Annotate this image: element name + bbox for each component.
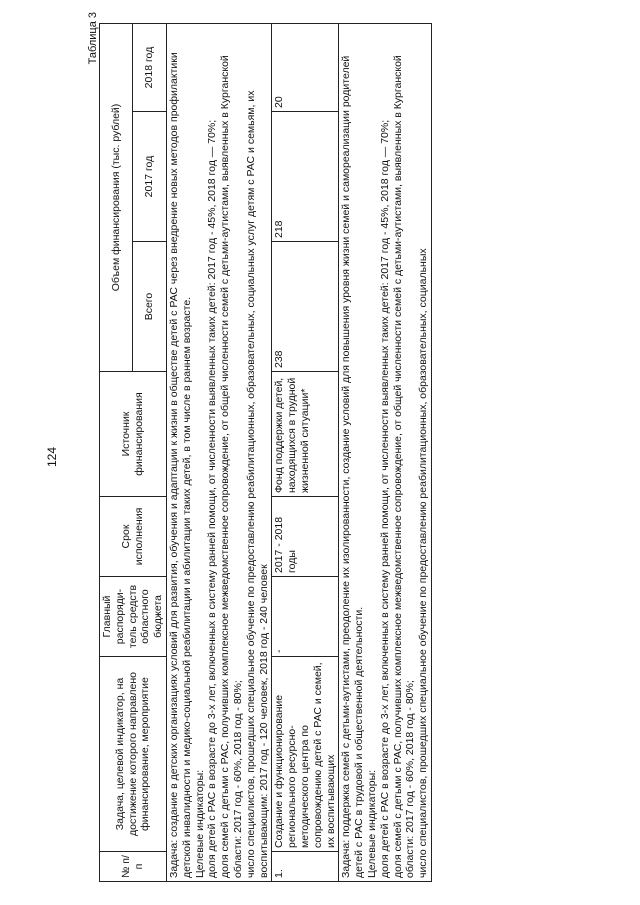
header-volume: Объем финансирования (тыс. рублей): [100, 24, 133, 372]
header-total: Всего: [133, 242, 167, 372]
task-2-indicator-3: число специалистов, прошедших специальное обучение по предоставлению реабилитационных, образовательных, социальных: [417, 248, 430, 878]
header-manager: Главный распоряди-тель средств областного бюджета: [100, 577, 167, 657]
header-source: Источник финансирования: [100, 372, 167, 497]
row-1-measure: Создание и функционирование регионального ресурсно-методического центра по сопровождению детей с РАС и семей, их воспитывающих: [272, 657, 339, 852]
task-row-2: [339, 24, 432, 882]
task-1-indicators-label: Целевые индикаторы:: [193, 769, 206, 878]
header-task: Задача, целевой индикатор, на достижение которого направлено финансирование, мероприятие: [100, 657, 167, 852]
header-row: [100, 24, 133, 882]
row-1-term: 2017 - 2018 годы: [272, 497, 339, 577]
row-1-num: 1.: [272, 852, 339, 882]
task-cell-1: [166, 24, 271, 882]
header-2018: 2018 год: [133, 24, 167, 112]
task-1-indicator-2: доля семей с детьми с РАС, получивших комплексное межведомственное сопровождение, от общей численности семей с детьми-аутистами, выявленных в Курганской области: 2017 год - 60%, 2018 год - 80%;: [219, 55, 244, 878]
task-2-text: Задача: поддержка семей с детьми-аутистами, преодоление их изолированности, создание условий для повышения уровня жизни семей и самореализации родителей детей с РАС в трудовой и общественной деятельности.: [340, 55, 366, 878]
rotated-page: [45, 12, 605, 882]
header-term: Срок исполнения: [100, 497, 167, 577]
task-2-indicators-label: Целевые индикаторы:: [365, 769, 378, 878]
task-2-indicator-2: доля семей с детьми с РАС, получивших комплексное межведомственное сопровождение, от общей численности семей с детьми-аутистами, выявленных в Курганской области: 2017 год - 60%, 2018 год - 80%;: [391, 55, 417, 878]
task-1-text: Задача: создание в детских организациях условий для развития, обучения и адаптации к жизни в обществе детей с РАС через внедрение новых методов профилактики детской инвалидности и медико-социальной реабилитации и абилитации таких детей, в том числе в раннем возрасте.: [167, 52, 193, 878]
row-1-2017: 218: [272, 112, 339, 242]
row-1-2018: 20: [272, 24, 339, 112]
task-2-indicator-1: доля детей с РАС в возрасте до 3-х лет, включенных в систему ранней помощи, от численности выявленных таких детей: 2017 год - 45%, 2018 год — 70%;: [378, 119, 391, 878]
row-1-total: 238: [272, 242, 339, 372]
task-1-indicator-1: доля детей с РАС в возрасте до 3-х лет, включенных в систему ранней помощи, от численности выявленных таких детей: 2017 год - 45%, 2018 год — 70%;: [206, 119, 219, 878]
table-label: Таблица 3: [87, 12, 99, 65]
header-num: № п/п: [100, 852, 167, 882]
table-row: [272, 24, 339, 882]
task-1-indicator-3: число специалистов, прошедших специальное обучение по предоставлению реабилитационных, образовательных, социальных услуг детям с РАС и семьям, их воспитывающим: 2017 год - 120 человек, 2018 год - 240 человек: [244, 90, 270, 878]
row-1-source: Фонд поддержки детей, находящихся в трудной жизненной ситуации*: [272, 372, 339, 497]
row-1-manager: -: [272, 577, 339, 657]
funding-table: [99, 23, 432, 882]
header-2017: 2017 год: [133, 112, 167, 242]
task-cell-2: [339, 24, 432, 882]
task-row-1: [166, 24, 271, 882]
page-number: 124: [45, 446, 59, 467]
